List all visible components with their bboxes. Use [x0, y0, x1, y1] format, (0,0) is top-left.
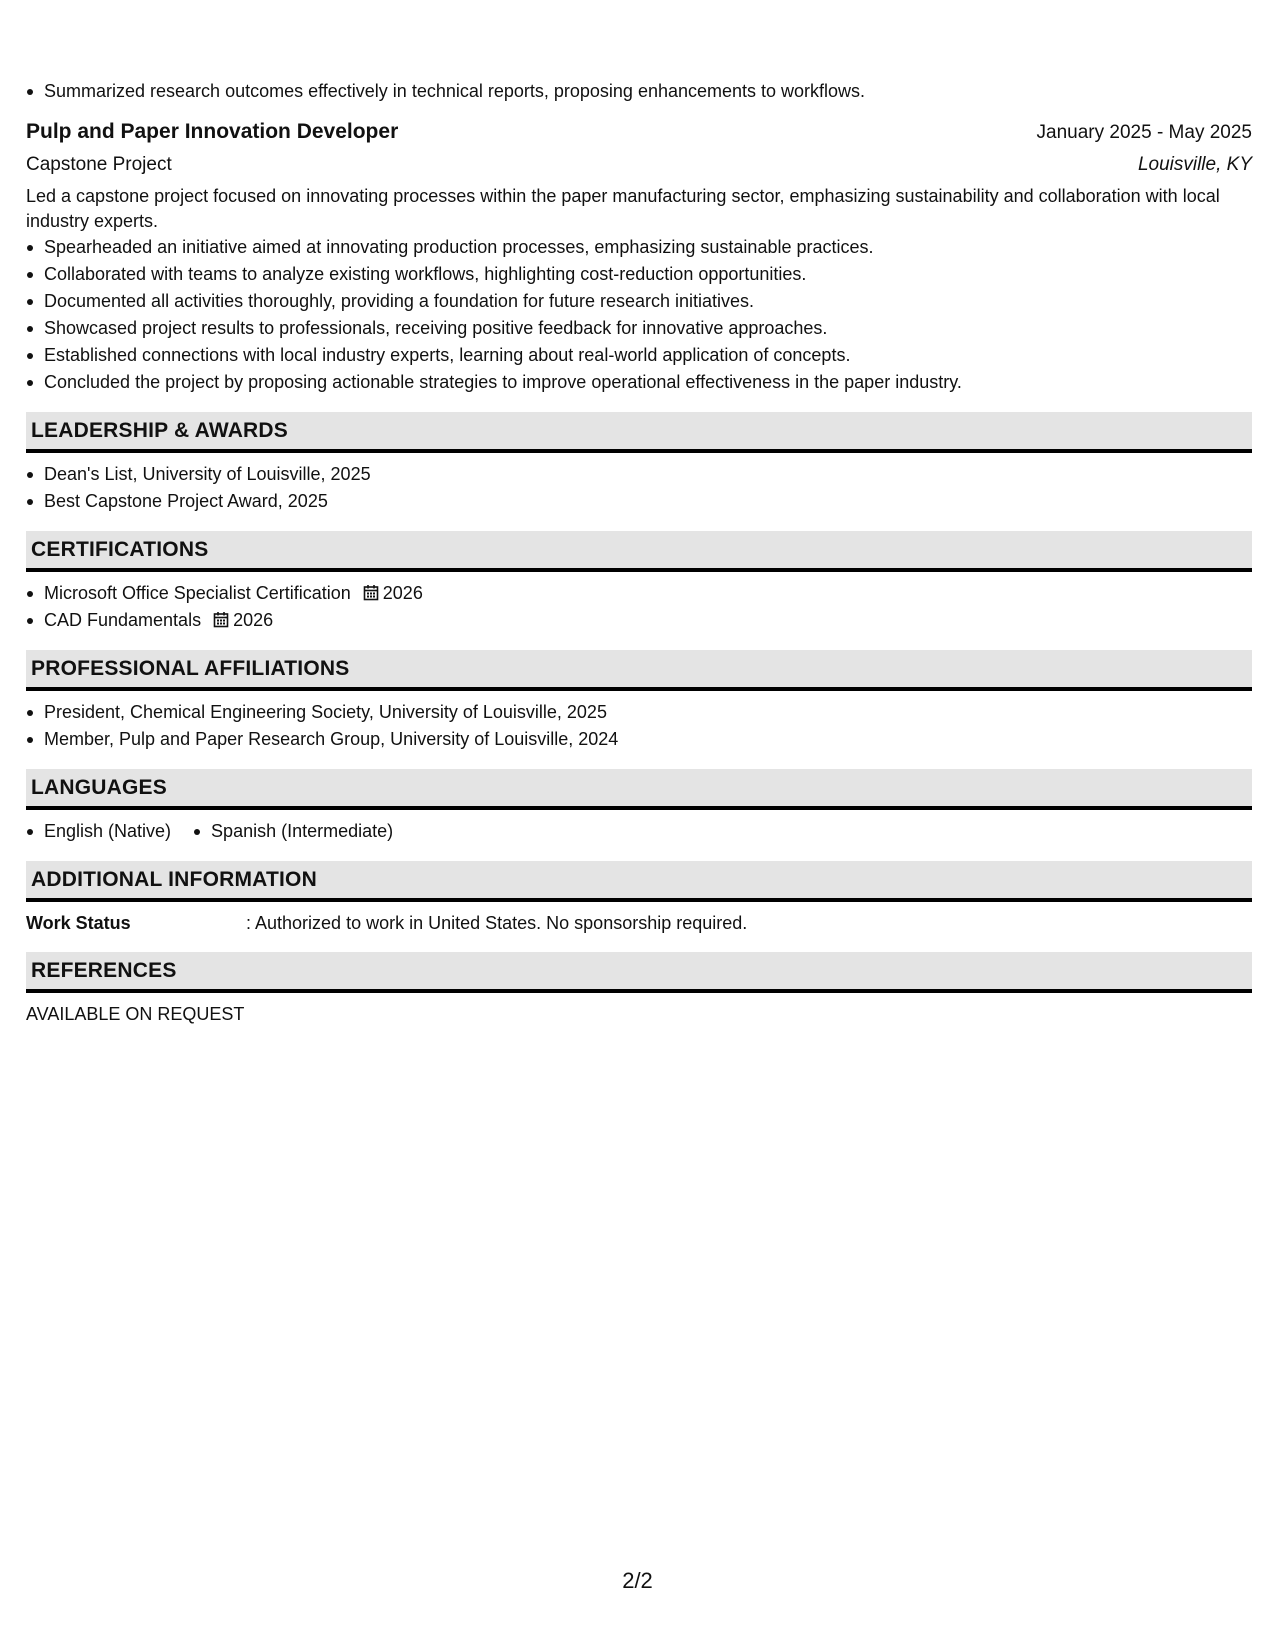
list-item: Collaborated with teams to analyze existing workflows, highlighting cost-reduction opportunities.: [26, 261, 1252, 288]
job-dates: January 2025 - May 2025: [1036, 122, 1252, 143]
list-item: President, Chemical Engineering Society, University of Louisville, 2025: [26, 699, 1252, 726]
list-item: Best Capstone Project Award, 2025: [26, 488, 1252, 515]
certification-name: CAD Fundamentals: [44, 610, 202, 630]
section-header-certifications: [26, 531, 1252, 572]
section-title: REFERENCES: [31, 958, 177, 982]
job-location: Louisville, KY: [1137, 154, 1252, 175]
calendar-icon: [363, 582, 379, 609]
list-item: Showcased project results to professionals, receiving positive feedback for innovative approaches.: [26, 315, 1252, 342]
certifications-list: [26, 580, 1252, 634]
calendar-icon: [213, 609, 229, 636]
resume-page: [26, 78, 1252, 1027]
page-number: 2/2: [622, 1568, 653, 1593]
section-title: ADDITIONAL INFORMATION: [31, 867, 317, 891]
list-item: Concluded the project by proposing actionable strategies to improve operational effectiveness in the paper industry.: [26, 369, 1252, 396]
previous-job-bullets: [26, 78, 1252, 105]
list-item: Spearheaded an initiative aimed at innovating production processes, emphasizing sustainable practices.: [26, 234, 1252, 261]
leadership-list: [26, 461, 1252, 515]
languages-list: [26, 818, 1252, 845]
list-item: Documented all activities thoroughly, providing a foundation for future research initiatives.: [26, 288, 1252, 315]
list-item: English (Native): [26, 818, 171, 845]
certification-year: 2026: [382, 583, 423, 603]
affiliations-list: [26, 699, 1252, 753]
section-header-affiliations: [26, 650, 1252, 691]
section-header-languages: [26, 769, 1252, 810]
list-item: Summarized research outcomes effectively in technical reports, proposing enhancements to workflows.: [26, 78, 1252, 105]
job-organization: Capstone Project: [26, 154, 172, 175]
section-header-references: [26, 952, 1252, 993]
section-title: LANGUAGES: [31, 775, 167, 799]
list-item: [26, 580, 1252, 607]
work-status-value: : Authorized to work in United States. No sponsorship required.: [246, 913, 748, 933]
section-title: CERTIFICATIONS: [31, 537, 209, 561]
work-status-row: [26, 910, 1252, 936]
certification-name: Microsoft Office Specialist Certification: [44, 583, 351, 603]
job-title: Pulp and Paper Innovation Developer: [26, 120, 399, 143]
job-description: Led a capstone project focused on innovating processes within the paper manufacturing sector, emphasizing sustainability and collaboration with local industry experts.: [26, 186, 1220, 231]
section-header-additional-information: [26, 861, 1252, 902]
work-status-label: Work Status: [26, 913, 131, 933]
job-subheader: [26, 150, 1252, 180]
section-title: LEADERSHIP & AWARDS: [31, 418, 288, 442]
job-header: [26, 117, 1252, 148]
list-item: [26, 607, 1252, 634]
section-title: PROFESSIONAL AFFILIATIONS: [31, 656, 350, 680]
list-item: Spanish (Intermediate): [193, 818, 393, 845]
list-item: Dean's List, University of Louisville, 2025: [26, 461, 1252, 488]
list-item: Established connections with local industry experts, learning about real-world application of concepts.: [26, 342, 1252, 369]
section-header-leadership: [26, 412, 1252, 453]
job-bullets: [26, 234, 1252, 396]
list-item: Member, Pulp and Paper Research Group, University of Louisville, 2024: [26, 726, 1252, 753]
certification-year: 2026: [233, 610, 274, 630]
references-text: AVAILABLE ON REQUEST: [26, 1004, 245, 1024]
